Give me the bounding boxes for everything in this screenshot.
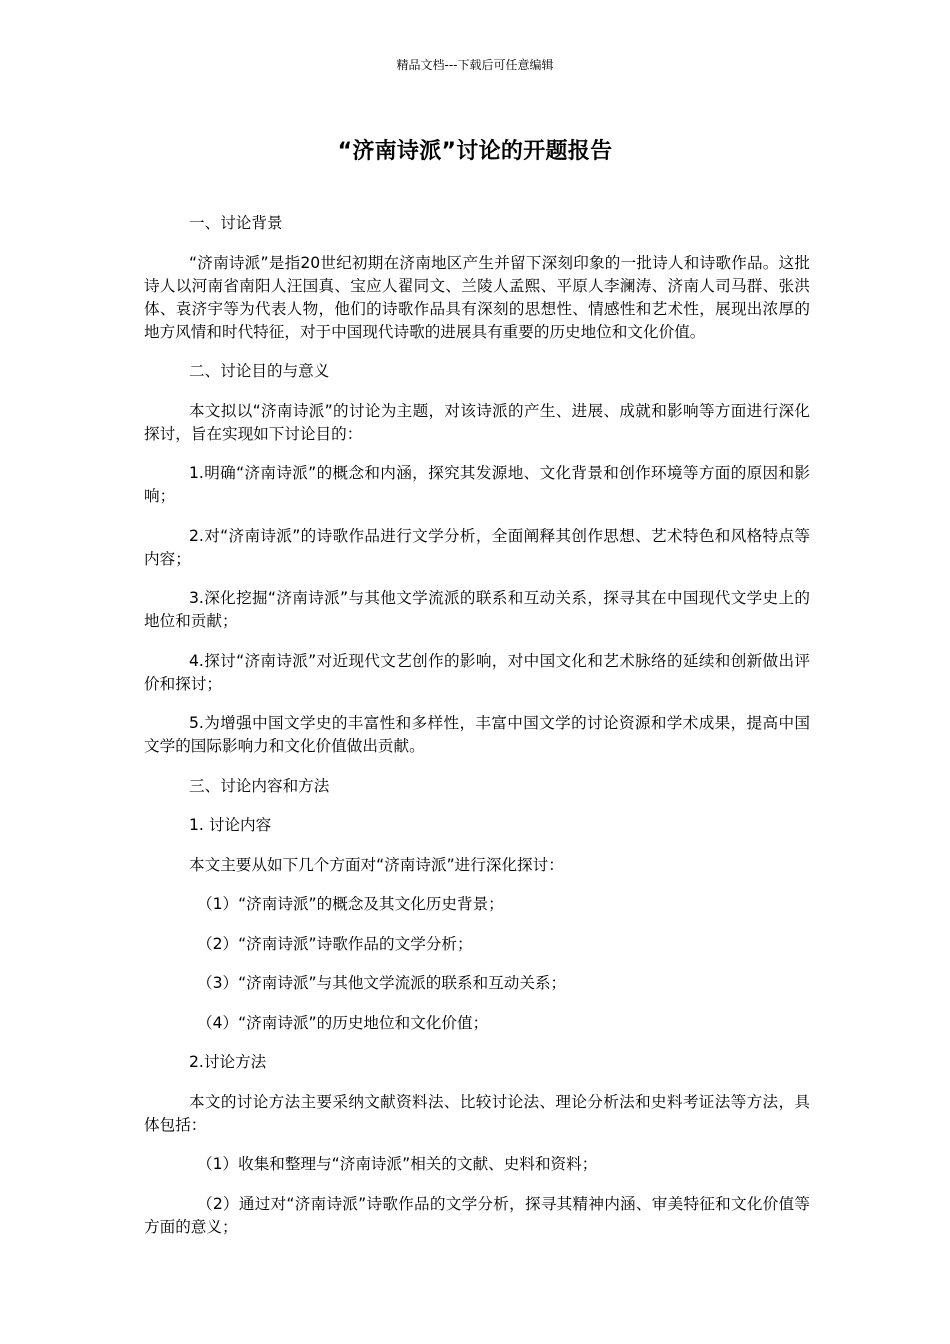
content-item-4: （4）“济南诗派”的历史地位和文化价值； <box>197 1013 489 1032</box>
subheading-method: 2.讨论方法 <box>189 1053 267 1071</box>
document-title: “济南诗派”讨论的开题报告 <box>337 139 613 164</box>
section-heading-purpose: 二、讨论目的与意义 <box>189 362 330 380</box>
section-heading-background: 一、讨论背景 <box>189 214 283 232</box>
purpose-item-1: 1.明确“济南诗派”的概念和内涵，探究其发源地、文化背景和创作环境等方面的原因和影响； <box>144 464 810 505</box>
paragraph-background: “济南诗派”是指20世纪初期在济南地区产生并留下深刻印象的一批诗人和诗歌作品。这批诗人以河南省南阳人汪国真、宝应人翟同文、兰陵人孟熙、平原人李澜涛、济南人司马群、张洪体、袁济宇等为代表人物，他们的诗歌作品具有深刻的思想性、情感性和艺术性，展现出浓厚的地方风情和时代特征，对于中国现代诗歌的进展具有重要的历史地位和文化价值。 <box>144 253 810 341</box>
subheading-content: 1. 讨论内容 <box>189 816 272 834</box>
method-item-1: （1）收集和整理与“济南诗派”相关的文献、史料和资料； <box>197 1155 598 1173</box>
purpose-item-5: 5.为增强中国文学史的丰富性和多样性，丰富中国文学的讨论资源和学术成果，提高中国文学的国际影响力和文化价值做出贡献。 <box>144 714 810 755</box>
purpose-item-2: 2.对“济南诗派”的诗歌作品进行文学分析，全面阐释其创作思想、艺术特色和风格特点等内容； <box>144 526 810 568</box>
method-item-2: （2）通过对“济南诗派”诗歌作品的文学分析，探寻其精神内涵、审美特征和文化价值等方面的意义； <box>144 1194 810 1236</box>
purpose-item-4: 4.探讨“济南诗派”对近现代文艺创作的影响，对中国文化和艺术脉络的延续和创新做出评价和探讨； <box>144 651 810 693</box>
paragraph-method-intro: 本文的讨论方法主要采纳文献资料法、比较讨论法、理论分析法和史料考证法等方法，具体包括： <box>144 1092 810 1134</box>
paragraph-purpose-intro: 本文拟以“济南诗派”的讨论为主题，对该诗派的产生、进展、成就和影响等方面进行深化探讨，旨在实现如下讨论目的： <box>144 401 810 443</box>
purpose-item-3: 3.深化挖掘“济南诗派”与其他文学流派的联系和互动关系，探寻其在中国现代文学史上的地位和贡献； <box>144 589 810 630</box>
content-item-1: （1）“济南诗派”的概念及其文化历史背景； <box>197 895 504 913</box>
section-heading-content-method: 三、讨论内容和方法 <box>189 776 330 795</box>
content-item-3: （3）“济南诗派”与其他文学流派的联系和互动关系； <box>197 974 567 992</box>
paragraph-content-intro: 本文主要从如下几个方面对“济南诗派”进行深化探讨： <box>189 855 564 874</box>
page-header-watermark: 精品文档---下载后可任意编辑 <box>396 58 554 72</box>
content-item-2: （2）“济南诗派”诗歌作品的文学分析； <box>197 934 473 953</box>
document-body <box>144 212 810 1255</box>
